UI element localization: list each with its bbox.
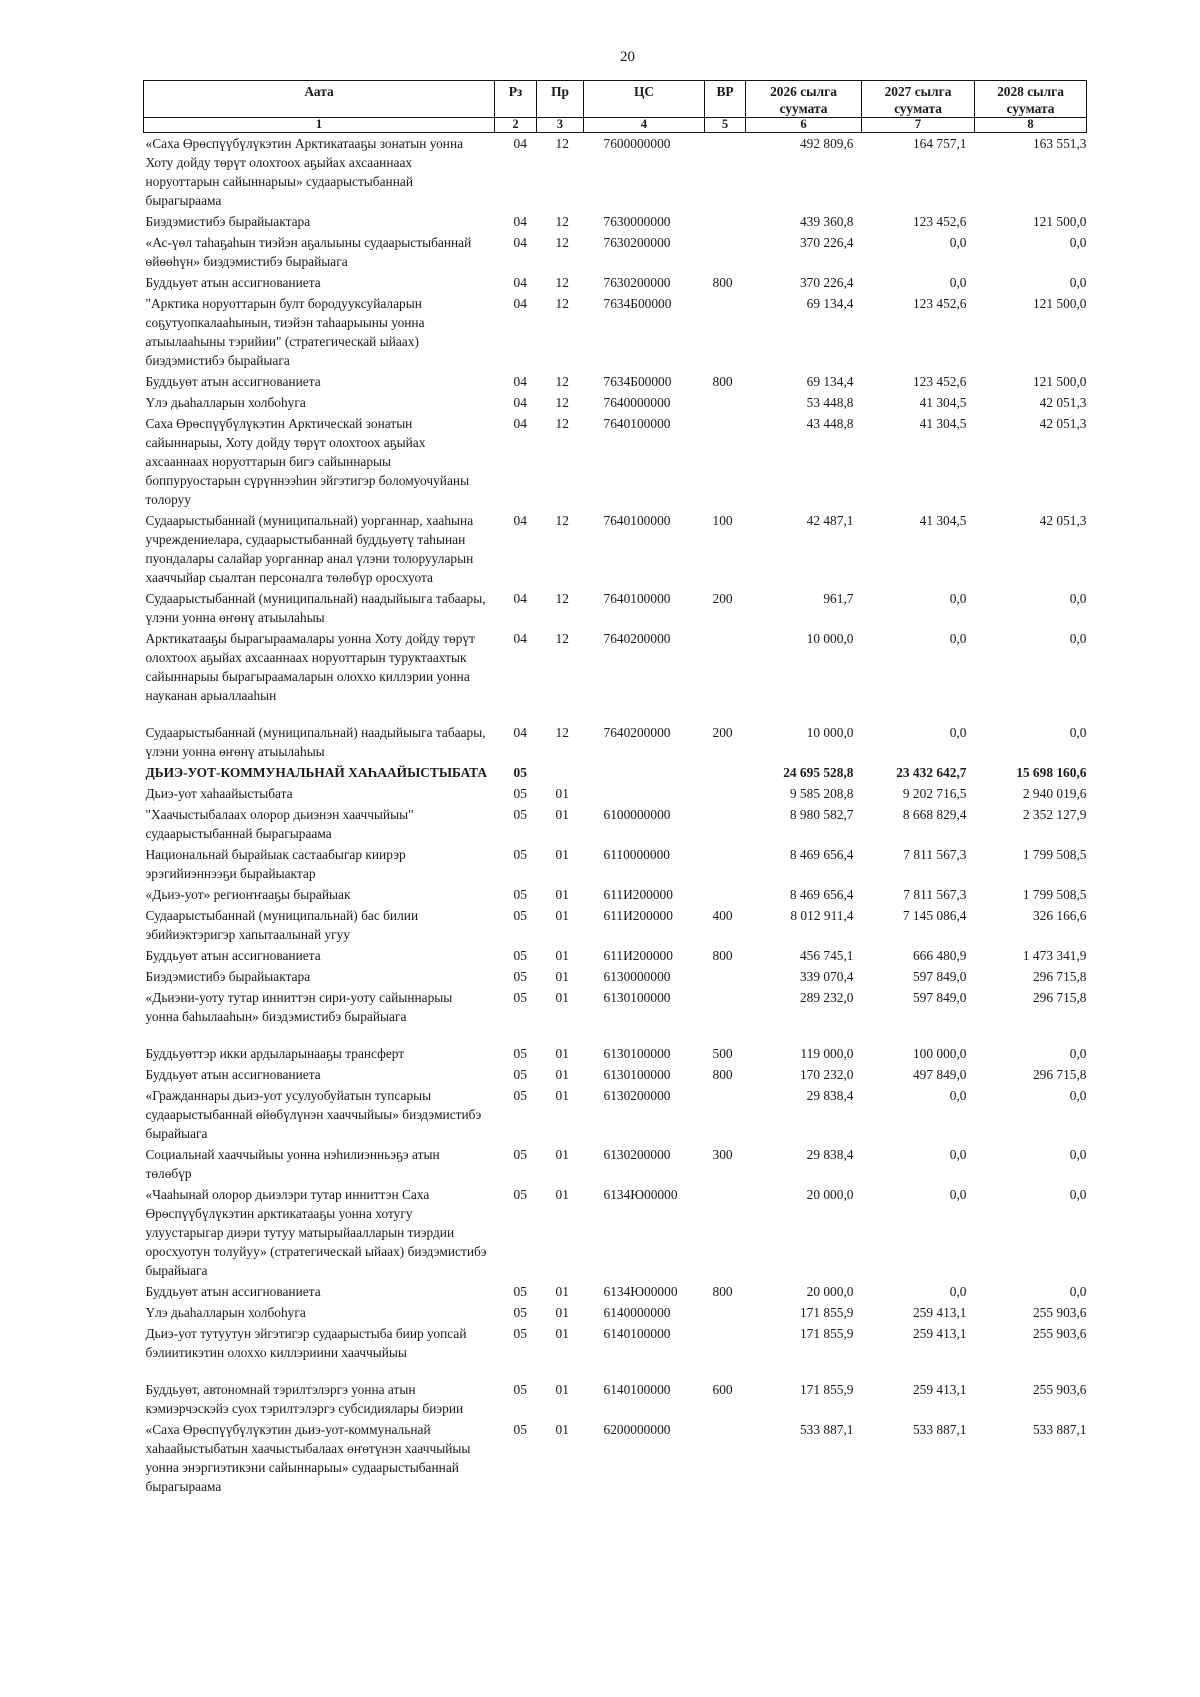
row-rz: 05 [513,807,527,822]
row-rz: 04 [513,296,527,311]
row-2026-amount: 8 980 582,7 [789,807,854,822]
row-name: Үлэ дьаһалларын холбоһуга [145,1305,306,1320]
column-number: 8 [975,118,1087,133]
row-rz: 05 [513,887,527,902]
row-pr: 01 [555,990,569,1005]
row-pr: 01 [555,807,569,822]
row-2026-amount: 171 855,9 [799,1326,854,1341]
row-cs: 7634Б00000 [603,296,672,311]
row-pr: 01 [555,847,569,862]
table-row [144,987,1087,1043]
row-vr: 800 [712,948,733,963]
row-cs: 611И200000 [603,908,673,923]
row-2028-amount: 296 715,8 [1032,1067,1087,1082]
row-rz: 04 [513,631,527,646]
row-vr [705,628,746,722]
column-number: 4 [584,118,705,133]
table-row [144,844,1087,884]
table-row [144,211,1087,232]
row-name: Национальнай бырайыак састаабыгар киирэр эрэгийиэннээҕи бырайыактар [145,847,406,881]
row-cs: 7640200000 [603,631,671,646]
row-rz: 05 [513,1284,527,1299]
row-rz: 05 [513,765,527,780]
row-cs: 7640100000 [603,513,671,528]
column-number: 2 [495,118,537,133]
row-2027-amount: 41 304,5 [919,513,967,528]
row-2026-amount: 10 000,0 [806,725,854,740]
column-number: 1 [144,118,495,133]
row-vr [705,762,746,783]
table-row [144,1085,1087,1144]
row-2027-amount: 0,0 [949,631,967,646]
row-pr: 12 [555,235,569,250]
row-2027-amount: 597 849,0 [912,990,967,1005]
table-header [144,81,1087,133]
row-pr: 01 [555,908,569,923]
table-row [144,392,1087,413]
row-2028-amount: 0,0 [1069,725,1087,740]
row-2026-amount: 171 855,9 [799,1382,854,1397]
row-rz: 04 [513,395,527,410]
row-2026-amount: 119 000,0 [800,1046,854,1061]
row-cs: 7634Б00000 [603,374,672,389]
row-cs: 7640200000 [603,725,671,740]
row-pr: 01 [555,1422,569,1437]
row-2028-amount: 0,0 [1069,1088,1087,1103]
row-2027-amount: 7 811 567,3 [903,847,967,862]
table-row [144,510,1087,588]
row-rz: 05 [513,1046,527,1061]
row-rz: 04 [513,416,527,431]
row-name: Буддьуөт атын ассигнованиета [145,1067,321,1082]
row-2028-amount: 42 051,3 [1039,513,1087,528]
row-cs: 6130200000 [603,1088,671,1103]
row-rz: 05 [513,990,527,1005]
table-row [144,1043,1087,1064]
row-rz: 04 [513,214,527,229]
row-cs: 6200000000 [603,1422,671,1437]
row-rz: 04 [513,235,527,250]
row-name: Буддьуөт, автономнай тэрилтэлэргэ уонна атын кэмиэрчэскэйэ суох тэрилтэлэргэ субсидиялары биэрии [145,1382,464,1416]
row-vr [705,1323,746,1379]
row-name: «Дьиэ-уот» региоҥҥааҕы бырайыак [145,887,351,902]
row-2028-amount: 2 940 019,6 [1022,786,1087,801]
row-name: Буддьуөт атын ассигнованиета [145,374,321,389]
row-vr: 800 [712,1284,733,1299]
row-pr: 01 [555,969,569,984]
row-2026-amount: 370 226,4 [799,275,854,290]
row-name: Судаарыстыбаннай (муниципальнай) бас билии эбийиэктэригэр хапытаалынай угуу [145,908,419,942]
header-pr: Пр [537,81,584,118]
row-2027-amount: 123 452,6 [912,374,967,389]
row-2028-amount: 255 903,6 [1032,1305,1087,1320]
row-2026-amount: 961,7 [823,591,854,606]
row-2026-amount: 8 012 911,4 [790,908,854,923]
row-2028-amount: 326 166,6 [1032,908,1087,923]
row-2026-amount: 29 838,4 [806,1088,854,1103]
table-row [144,1184,1087,1281]
row-pr: 12 [555,513,569,528]
row-rz: 05 [513,948,527,963]
row-pr: 12 [555,725,569,740]
row-2026-amount: 439 360,8 [799,214,854,229]
header-2027: 2027 сылга суумата [862,81,975,118]
row-2028-amount: 0,0 [1069,1187,1087,1202]
row-vr [705,133,746,212]
row-name: Буддьуөттэр икки ардыларынааҕы трансферт [145,1046,405,1061]
table-row [144,762,1087,783]
row-2027-amount: 7 145 086,4 [902,908,967,923]
row-pr: 01 [555,948,569,963]
row-name: Социальнай хааччыйыы уонна нэһилиэнньэҕэ атын төлөбүр [145,1147,440,1181]
row-cs: 6134Ю00000 [603,1284,678,1299]
row-2028-amount: 163 551,3 [1032,136,1087,151]
row-vr [705,783,746,804]
row-2028-amount: 121 500,0 [1032,296,1087,311]
row-rz: 05 [513,1305,527,1320]
row-2027-amount: 164 757,1 [912,136,967,151]
row-name: Судаарыстыбаннай (муниципальнай) уорганнар, хааһына учреждениелара, судаарыстыбаннай буддьуөтү таһынан пуондалары салайар уорганнар анал үлэни толорууларын хааччыйар сыалтан персоналга төлөбүр оросхуота [145,513,474,585]
row-2027-amount: 9 202 716,5 [902,786,967,801]
row-cs: 7630000000 [603,214,671,229]
row-2027-amount: 0,0 [949,725,967,740]
row-cs: 7640000000 [603,395,671,410]
table-row [144,1379,1087,1419]
row-pr: 01 [555,1088,569,1103]
row-2028-amount: 0,0 [1069,235,1087,250]
row-cs: 6130200000 [603,1147,671,1162]
row-rz: 04 [513,591,527,606]
row-vr [705,392,746,413]
row-pr: 12 [555,136,569,151]
row-2026-amount: 8 469 656,4 [789,887,854,902]
row-rz: 04 [513,513,527,528]
table-row [144,371,1087,392]
table-row [144,293,1087,371]
row-name: «Саха Өрөспүүбүлүкэтин Арктикатааҕы зонатын уонна Хоту дойду төрүт олохтоох аҕыйах ахсааннаах норуоттарын сайыннарыы» судаарыстыбаннай бырагыраама [145,136,464,208]
row-vr [705,211,746,232]
row-2026-amount: 339 070,4 [799,969,854,984]
row-name: Буддьуөт атын ассигнованиета [145,1284,321,1299]
row-cs: 6130100000 [603,1067,671,1082]
table-body [144,133,1087,1498]
row-rz: 05 [513,1187,527,1202]
row-2028-amount: 0,0 [1069,275,1087,290]
table-row [144,1064,1087,1085]
row-pr: 01 [555,1382,569,1397]
row-rz: 04 [513,136,527,151]
row-2026-amount: 20 000,0 [806,1187,854,1202]
row-2026-amount: 69 134,4 [806,296,854,311]
row-cs [584,762,705,783]
table-row [144,1323,1087,1379]
row-2027-amount: 8 668 829,4 [902,807,967,822]
row-name: «Саха Өрөспүүбүлүкэтин дьиэ-уот-коммунальнай хаһаайыстыбатын хаачыстыбалаах өҥөтүнэн хааччыйыы уонна энэргиэтикэни сайыннарыы» судаарыстыбаннай бырагыраама [145,1422,471,1494]
header-rz: Рз [495,81,537,118]
row-2027-amount: 0,0 [949,1284,967,1299]
row-name: Үлэ дьаһалларын холбоһуга [145,395,306,410]
table-row [144,588,1087,628]
row-pr: 12 [555,374,569,389]
row-2027-amount: 41 304,5 [919,416,967,431]
row-pr: 12 [555,395,569,410]
row-cs [584,783,705,804]
row-2027-amount: 0,0 [949,275,967,290]
row-cs: 6140000000 [603,1305,671,1320]
row-rz: 04 [513,374,527,389]
row-name: Дьиэ-уот тутуутун эйгэтигэр судаарыстыба биир уопсай бэлиитикэтин олоххо киллэриини хааччыйыы [145,1326,467,1360]
table-row [144,133,1087,212]
row-rz: 05 [513,1147,527,1162]
row-cs: 6130100000 [603,1046,671,1061]
row-2028-amount: 255 903,6 [1032,1382,1087,1397]
column-number: 7 [862,118,975,133]
row-vr [705,413,746,510]
row-2026-amount: 492 809,6 [799,136,854,151]
row-2027-amount: 7 811 567,3 [903,887,967,902]
row-vr [705,1184,746,1281]
row-vr: 300 [712,1147,733,1162]
row-2026-amount: 69 134,4 [806,374,854,389]
row-2027-amount: 0,0 [949,235,967,250]
row-2027-amount: 597 849,0 [912,969,967,984]
row-2028-amount: 296 715,8 [1032,990,1087,1005]
row-2028-amount: 0,0 [1069,1046,1087,1061]
header-2028: 2028 сылга суумата [975,81,1087,118]
row-2026-amount: 43 448,8 [806,416,854,431]
row-name: Дьиэ-уот хаһаайыстыбата [145,786,293,801]
row-rz: 04 [513,275,527,290]
row-2027-amount: 100 000,0 [912,1046,967,1061]
table-row [144,628,1087,722]
row-cs: 611И200000 [603,887,673,902]
row-pr [537,762,584,783]
row-cs: 6100000000 [603,807,671,822]
row-cs: 7640100000 [603,591,671,606]
row-2027-amount: 533 887,1 [912,1422,967,1437]
table-row [144,232,1087,272]
row-2027-amount: 0,0 [949,1147,967,1162]
row-cs: 6110000000 [603,847,670,862]
row-name: «Чааһынай олорор дьиэлэри тутар инниттэн Саха Өрөспүүбүлүкэтин арктикатааҕы уонна хотугу улуустарыгар диэри тутуу матырыйаалларын тиэрдии оросхуотун толуйуу» (стратегическай ыйаах) биэдэмистибэ бырайыага [145,1187,487,1278]
row-2028-amount: 2 352 127,9 [1022,807,1087,822]
table-row [144,722,1087,762]
row-cs: 6134Ю00000 [603,1187,678,1202]
row-2028-amount: 0,0 [1069,1147,1087,1162]
row-2027-amount: 0,0 [949,591,967,606]
row-rz: 05 [513,847,527,862]
header-cs: ЦС [584,81,705,118]
row-cs: 7630200000 [603,235,671,250]
row-cs: 611И200000 [603,948,673,963]
row-2028-amount: 121 500,0 [1032,214,1087,229]
row-vr: 800 [712,1067,733,1082]
row-pr: 01 [555,786,569,801]
row-pr: 12 [555,416,569,431]
row-rz: 05 [513,1067,527,1082]
row-name: ДЬИЭ-УОТ-КОММУНАЛЬНАЙ ХАҺААЙЫСТЫБАТА [145,765,488,780]
row-vr [705,804,746,844]
header-vr: ВР [705,81,746,118]
row-pr: 01 [555,1284,569,1299]
row-vr [705,884,746,905]
row-rz: 05 [513,1382,527,1397]
row-name: «Дьиэни-уоту тутар инниттэн сири-уоту сайыннарыы уонна баһылааһын» биэдэмистибэ бырайыага [145,990,453,1024]
row-rz: 05 [513,1326,527,1341]
table-row [144,1144,1087,1184]
row-rz: 05 [513,908,527,923]
row-cs: 6130100000 [603,990,671,1005]
row-2028-amount: 1 799 508,5 [1022,847,1087,862]
row-2026-amount: 171 855,9 [799,1305,854,1320]
column-number: 3 [537,118,584,133]
row-2028-amount: 121 500,0 [1032,374,1087,389]
row-vr [705,966,746,987]
budget-table [143,80,1087,1497]
row-vr [705,1085,746,1144]
row-2026-amount: 53 448,8 [806,395,854,410]
row-vr [705,232,746,272]
row-2028-amount: 42 051,3 [1039,416,1087,431]
row-2026-amount: 20 000,0 [806,1284,854,1299]
row-2026-amount: 10 000,0 [806,631,854,646]
row-cs: 6140100000 [603,1326,671,1341]
row-cs: 7630200000 [603,275,671,290]
row-pr: 01 [555,1187,569,1202]
row-pr: 01 [555,887,569,902]
row-pr: 12 [555,214,569,229]
row-2026-amount: 533 887,1 [799,1422,854,1437]
row-2027-amount: 23 432 642,7 [896,765,967,780]
row-2026-amount: 370 226,4 [799,235,854,250]
row-2028-amount: 0,0 [1069,1284,1087,1299]
row-2026-amount: 8 469 656,4 [789,847,854,862]
row-2028-amount: 255 903,6 [1032,1326,1087,1341]
row-rz: 05 [513,969,527,984]
row-2026-amount: 289 232,0 [799,990,854,1005]
page-number: 20 [620,49,635,65]
row-vr: 100 [712,513,733,528]
row-vr [705,987,746,1043]
table-row [144,804,1087,844]
row-2027-amount: 123 452,6 [912,214,967,229]
table-row [144,1281,1087,1302]
row-vr: 200 [712,725,733,740]
column-number: 5 [705,118,746,133]
header-name: Аата [144,81,495,118]
row-2026-amount: 456 745,1 [799,948,854,963]
row-vr: 500 [712,1046,733,1061]
column-number: 6 [746,118,862,133]
table-row [144,1302,1087,1323]
row-2028-amount: 533 887,1 [1032,1422,1087,1437]
row-2028-amount: 0,0 [1069,631,1087,646]
table-row [144,1419,1087,1497]
row-pr: 12 [555,275,569,290]
row-2028-amount: 1 799 508,5 [1022,887,1087,902]
row-2027-amount: 666 480,9 [912,948,967,963]
row-name: Буддьуөт атын ассигнованиета [145,275,321,290]
row-2026-amount: 170 232,0 [799,1067,854,1082]
table-row [144,272,1087,293]
row-pr: 01 [555,1326,569,1341]
row-name: "Арктика норуоттарын булт бородууксуйаларын соҕутуопкалааһынын, тиэйэн таһаарыыны уонна атыылааһыны тэрийии" (стратегическай ыйаах) биэдэмистибэ бырайыага [145,296,425,368]
row-vr: 600 [712,1382,733,1397]
row-pr: 12 [555,296,569,311]
row-vr [705,293,746,371]
table-row [144,945,1087,966]
row-2028-amount: 15 698 160,6 [1016,765,1087,780]
row-vr: 800 [712,275,733,290]
row-pr: 01 [555,1147,569,1162]
row-pr: 12 [555,591,569,606]
row-2027-amount: 123 452,6 [912,296,967,311]
row-name: Буддьуөт атын ассигнованиета [145,948,321,963]
row-2027-amount: 259 413,1 [912,1326,967,1341]
row-vr: 200 [712,591,733,606]
header-2026: 2026 сылга суумата [746,81,862,118]
row-name: "Хаачыстыбалаах олорор дьиэнэн хааччыйыы" судаарыстыбаннай бырагыраама [145,807,414,841]
row-name: Биэдэмистибэ бырайыактара [145,969,311,984]
row-2027-amount: 41 304,5 [919,395,967,410]
row-rz: 04 [513,725,527,740]
table-row [144,966,1087,987]
row-2026-amount: 9 585 208,8 [789,786,854,801]
row-rz: 05 [513,786,527,801]
row-pr: 01 [555,1067,569,1082]
row-rz: 05 [513,1422,527,1437]
row-name: «Гражданнары дьиэ-уот усулуобуйатын тупсарыы судаарыстыбаннай өйөбүлүнэн хааччыйыы» биэдэмистибэ бырайыага [145,1088,482,1141]
row-2028-amount: 42 051,3 [1039,395,1087,410]
row-pr: 01 [555,1046,569,1061]
row-2027-amount: 259 413,1 [912,1382,967,1397]
row-pr: 12 [555,631,569,646]
row-vr [705,844,746,884]
row-vr [705,1302,746,1323]
table-row [144,905,1087,945]
row-2028-amount: 296 715,8 [1032,969,1087,984]
row-vr: 400 [712,908,733,923]
row-name: Судаарыстыбаннай (муниципальнай) наадыйыыга табаары, үлэни уонна өҥөнү атыылаһыы [145,591,486,625]
row-2026-amount: 24 695 528,8 [783,765,854,780]
row-2026-amount: 42 487,1 [806,513,854,528]
row-pr: 01 [555,1305,569,1320]
row-name: Судаарыстыбаннай (муниципальнай) наадыйыыга табаары, үлэни уонна өҥөнү атыылаһыы [145,725,486,759]
row-name: Саха Өрөспүүбүлүкэтин Арктическай зонатын сайыннарыы, Хоту дойду төрүт олохтоох аҕыйах ахсааннаах норуоттарын бигэ сайыннарыы боппуруостарын сүрүннээһин эйгэтигэр боломуочуйаны толоруу [145,416,470,507]
row-name: Биэдэмистибэ бырайыактара [145,214,311,229]
row-vr [705,1419,746,1497]
table-row [144,783,1087,804]
row-2027-amount: 497 849,0 [912,1067,967,1082]
row-cs: 6140100000 [603,1382,671,1397]
row-cs: 6130000000 [603,969,671,984]
row-rz: 05 [513,1088,527,1103]
row-name: «Ас-үөл таһаҕаһын тиэйэн аҕалыыны судаарыстыбаннай өйөөһүн» биэдэмистибэ бырайыага [145,235,472,269]
row-name: Арктикатааҕы бырагыраамалары уонна Хоту дойду төрүт олохтоох аҕыйах ахсааннаах норуоттарын туруктаахтык сайыннарыы бырагыраамаларын олоххо киллэрии уонна науканан арыаллааһын [145,631,475,703]
row-2028-amount: 1 473 341,9 [1022,948,1087,963]
row-2027-amount: 259 413,1 [912,1305,967,1320]
table-row [144,884,1087,905]
row-cs: 7600000000 [603,136,671,151]
row-2027-amount: 0,0 [949,1187,967,1202]
table-row [144,413,1087,510]
row-2026-amount: 29 838,4 [806,1147,854,1162]
row-2028-amount: 0,0 [1069,591,1087,606]
row-2027-amount: 0,0 [949,1088,967,1103]
row-vr: 800 [712,374,733,389]
row-cs: 7640100000 [603,416,671,431]
